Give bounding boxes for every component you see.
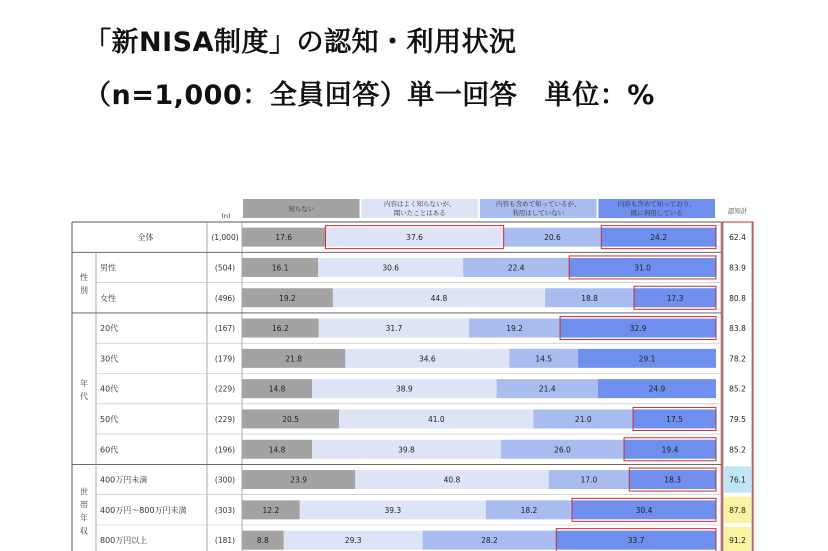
total-value: 83.8 [729,324,746,334]
bar-value-label: 37.6 [406,233,423,243]
total-value: 78.2 [729,354,746,364]
total-value: 76.1 [729,475,746,485]
total-value: 87.8 [729,505,746,515]
row-label: 400万円未満 [100,475,148,485]
bar-value-label: 17.5 [666,414,683,424]
bar-value-label: 14.5 [535,354,553,364]
chart-title-line-2: （n=1,000：全員回答）単一回答 単位：% [84,80,655,111]
group-label: 性 [80,273,88,283]
bar-value-label: 12.2 [262,505,280,515]
bar-value-label: 19.2 [506,324,523,334]
group-label: 世 [80,487,88,497]
row-label: 30代 [100,354,119,364]
bar-value-label: 21.4 [538,384,556,394]
row-n-value: (229) [214,414,236,424]
bar-value-label: 31.7 [385,324,403,334]
group-label: 帯 [80,500,88,510]
bar-value-label: 17.0 [580,475,598,485]
row-label: 全体 [137,233,154,243]
legend-label: 内容も含めて知っているが、 [496,200,581,208]
bar-value-label: 39.8 [398,445,415,455]
bar-value-label: 14.8 [268,384,286,394]
bar-value-label: 18.3 [664,475,681,485]
row-label: 60代 [100,445,119,455]
total-header: 認知計 [727,207,748,215]
group-label: 代 [80,392,88,402]
row-label: 男性 [100,263,116,273]
bar-value-label: 34.6 [418,354,436,364]
bar-value-label: 41.0 [427,414,445,424]
bar-value-label: 38.9 [395,384,413,394]
total-value: 91.2 [729,536,746,546]
bar-value-label: 17.3 [666,293,684,303]
row-label: 20代 [100,324,119,334]
bar-value-label: 23.9 [290,475,307,485]
total-value: 85.2 [729,445,746,455]
total-value: 62.4 [729,233,746,243]
bar-value-label: 44.8 [430,293,448,303]
group-label: 別 [80,286,88,296]
bar-value-label: 39.3 [384,505,402,515]
row-n-value: (1,000) [211,233,239,243]
chart-title-line-1: 「新NISA制度」の認知・利用状況 [84,27,517,58]
bar-value-label: 30.6 [382,263,400,273]
bar-value-label: 20.6 [544,233,561,243]
bar-value-label: 32.9 [629,324,647,334]
legend-label: 内容はよく知らないが、 [384,200,456,208]
group-label: 年 [80,513,88,523]
row-label: 50代 [100,414,119,424]
row-label: 400万円～800万円未満 [100,505,187,515]
legend-label: 知らない [288,205,315,213]
row-label: 800万円以上 [100,536,148,546]
total-value: 80.8 [729,293,746,303]
bar-value-label: 33.7 [627,536,645,546]
row-label: 女性 [100,293,116,303]
bar-value-label: 18.2 [520,505,538,515]
bar-value-label: 28.2 [481,536,498,546]
legend-label: 聞いたことはある [393,209,446,217]
bar-value-label: 29.3 [344,536,362,546]
total-value: 79.5 [729,414,746,424]
row-n-value: (196) [214,445,236,455]
legend-label: 既に利用している [630,209,683,217]
bar-value-label: 40.8 [443,475,461,485]
legend-label: 内容も含めて知っており、 [617,200,696,208]
bar-value-label: 8.8 [256,536,269,546]
bar-value-label: 17.6 [275,233,293,243]
bar-value-label: 16.2 [272,324,289,334]
bar-value-label: 21.0 [574,414,592,424]
row-n-value: (179) [214,354,236,364]
bar-value-label: 20.5 [282,414,299,424]
bar-value-label: 19.2 [279,293,296,303]
n-header: (n) [221,212,231,220]
total-value: 85.2 [729,384,746,394]
row-n-value: (300) [214,475,236,485]
bar-value-label: 29.1 [638,354,656,364]
bar-value-label: 24.9 [648,384,666,394]
bar-value-label: 14.8 [268,445,286,455]
row-n-value: (496) [214,293,236,303]
legend-label: 利用はしていない [512,209,565,217]
group-label: 年 [80,379,88,389]
bar-value-label: 24.2 [650,233,667,243]
row-n-value: (181) [214,536,236,546]
row-n-value: (229) [214,384,236,394]
row-label: 40代 [100,384,119,394]
bar-value-label: 21.8 [285,354,303,364]
row-n-value: (504) [214,263,236,273]
total-value: 83.9 [729,263,746,273]
bar-value-label: 19.4 [661,445,679,455]
row-n-value: (303) [214,505,236,515]
bar-value-label: 26.0 [554,445,571,455]
bar-value-label: 16.1 [271,263,289,273]
bar-value-label: 31.0 [634,263,651,273]
group-label: 収 [80,526,88,536]
bar-value-label: 30.4 [635,505,653,515]
bar-value-label: 22.4 [507,263,525,273]
bar-value-label: 18.8 [581,293,598,303]
row-n-value: (167) [214,324,236,334]
